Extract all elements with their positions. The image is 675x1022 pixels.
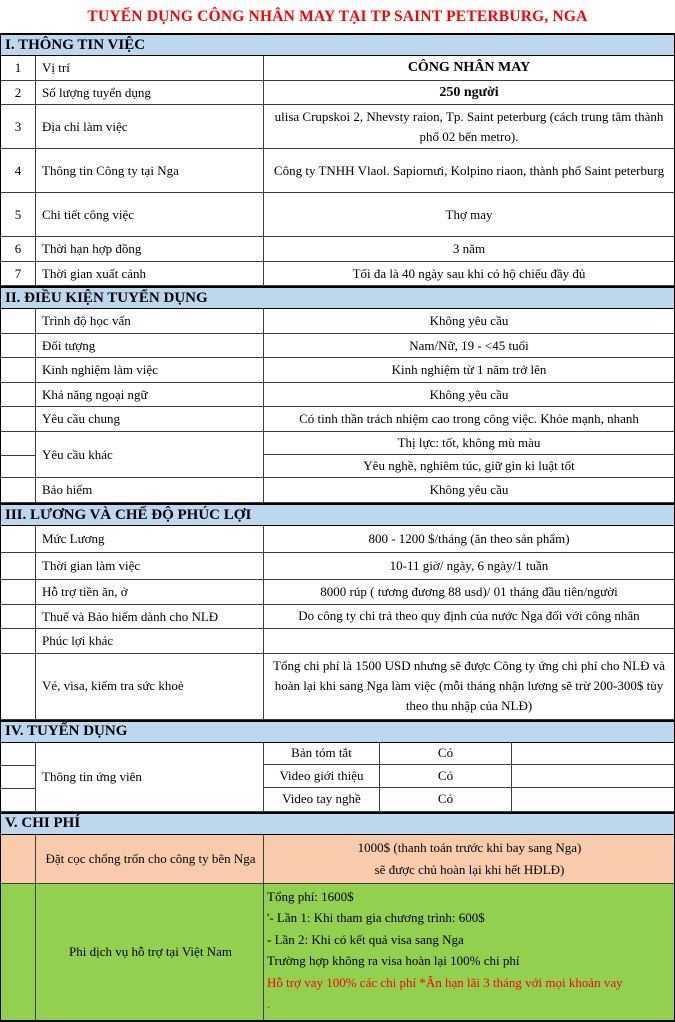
row-value [264,629,674,653]
row-value: Không yêu cầu [429,386,509,402]
row-number [1,884,36,1020]
row-label: Thông tin ứng viên [36,743,264,811]
row-number: 4 [1,149,36,192]
row-value: ulisa Crupskoi 2, Nhevsty raion, Tp. Saint peterburg (cách trung tâm thành phố 02 bến metro). [274,108,664,144]
section-header-iv: IV. TUYỂN DỤNG [1,720,674,743]
table-row [1,629,674,654]
value-line: . [267,996,271,1012]
table-row [1,56,674,81]
row-label: Chi tiết công việc [36,193,264,236]
section-header-ii: II. ĐIỀU KIỆN TUYỂN DỤNG [1,286,674,309]
row-value: Có tinh thần trách nhiệm cao trong công việc. Khỏe mạnh, nhanh [299,411,639,427]
row-label: Số lượng tuyển dụng [36,81,264,105]
table-row [1,835,674,884]
section-header-i: I. THÔNG TIN VIỆC [1,33,674,56]
row-value: Tối đa là 40 ngày sau khi có hộ chiếu đầy đủ [352,265,586,281]
row-number [1,432,36,477]
table-row [1,553,674,580]
row-label: Kinh nghiệm làm việc [36,358,264,382]
row-label: Mức Lương [36,526,264,552]
row-number [1,334,36,358]
row-value: 3 năm [452,241,486,257]
row-label: Khả năng ngoại ngữ [36,383,264,407]
value-line: sẽ được chủ hoàn lại khi hết HĐLĐ) [374,861,565,877]
row-value-stack [264,432,674,477]
row-number [1,309,36,333]
row-value: Tổng chi phí là 1500 USD nhưng sẽ được Công ty ứng chi phí cho NLĐ và hoàn lại khi sang Nga làm việc (mỗi tháng nhận lương sẽ trừ 200-300$ tùy theo thu nhập của NLĐ) [273,657,665,714]
subrow-empty-cell [512,788,674,811]
row-label: Đặt cọc chống trốn cho công ty bên Nga [36,835,264,883]
table-row [1,654,674,720]
table-row [1,743,674,812]
row-number [1,358,36,382]
row-label: Phúc lợi khác [36,629,264,653]
row-label: Thời gian làm việc [36,553,264,579]
row-number: 5 [1,193,36,236]
row-label: Trình độ học vấn [36,309,264,333]
row-value: 800 - 1200 $/tháng (ăn theo sản phẩm) [368,531,570,547]
table-row [1,262,674,287]
row-subvalue: Yêu nghề, nghiêm túc, giữ gìn ki luật tốt [264,454,674,477]
subrow-label: Video giới thiệu [264,765,380,788]
row-value: Do công ty chi trả theo quy định của nước Nga đối với công nhân [298,608,640,624]
row-label: Yêu cầu khác [36,432,264,477]
row-label: Hỗ trợ tiền ăn, ở [36,580,264,604]
subrow-empty-cell [512,743,674,766]
value-line: '- Lần 1: Khi tham gia chương trình: 600$ [267,910,485,926]
table-row [1,580,674,605]
row-number [1,383,36,407]
subrow-label: Bản tóm tắt [264,743,380,766]
value-line: Trường hợp không ra visa hoàn lại 100% chi phí [267,953,520,969]
row-number: 7 [1,262,36,286]
table-row [1,81,674,106]
table-row [1,309,674,334]
row-label: Thời hạn hợp đồng [36,237,264,261]
table-row [1,358,674,383]
row-number [1,654,36,719]
recruitment-table [0,33,675,1022]
row-value: CÔNG NHÂN MAY [407,60,531,75]
table-row [1,193,674,237]
value-line: Tổng phí: 1600$ [267,888,354,904]
row-number [1,629,36,653]
row-value-lines [264,835,674,883]
value-line: 1000$ (thanh toán trước khi bay sang Nga) [357,840,582,856]
row-label: Vé, visa, kiểm tra sức khoẻ [36,654,264,719]
row-label: Yêu cầu chung [36,407,264,431]
table-row [1,383,674,408]
row-value: Không yêu cầu [429,482,509,498]
row-label: Thông tin Công ty tại Nga [36,149,264,192]
table-row [1,407,674,432]
row-subvalue: Thị lực: tốt, không mù màu [397,434,541,450]
page-title: TUYỂN DỤNG CÔNG NHÂN MAY TẠI TP SAINT PETERBURG, NGA [87,7,588,25]
row-label: Đối tượng [36,334,264,358]
row-label: Phi dịch vụ hỗ trợ tại Việt Nam [36,884,264,1020]
row-value: 10-11 giờ/ ngày, 6 ngày/1 tuần [389,558,549,574]
table-row [1,884,674,1020]
row-number: 1 [1,56,36,80]
subrow-value: Có [380,788,512,811]
row-number: 3 [1,105,36,148]
row-label: Thuế và Bảo hiểm dành cho NLĐ [36,605,264,629]
row-number [1,407,36,431]
row-value: Nam/Nữ, 19 - <45 tuổi [409,337,529,353]
table-row [1,432,674,478]
row-number [1,835,36,883]
row-label: Vị trí [36,56,264,80]
subrow-empty-cell [512,765,674,788]
row-value: Không yêu cầu [429,313,509,329]
row-label: Bảo hiểm [36,478,264,502]
value-line: - Lần 2: Khi có kết quả visa sang Nga [267,931,464,947]
row-number [1,605,36,629]
row-value: 250 người [439,84,499,100]
row-label: Thời gian xuất cảnh [36,262,264,286]
row-number: 2 [1,81,36,105]
row-number [1,553,36,579]
section-header-iii: III. LƯƠNG VÀ CHẾ ĐỘ PHÚC LỢI [1,503,674,526]
row-number [1,526,36,552]
row-number [1,743,36,811]
table-row [1,149,674,193]
row-value: Công ty TNHH Vlaol. Sapiornưi, Kolpino riaon, thành phố Saint peterburg [273,162,665,178]
value-line: Hỗ trợ vay 100% các chi phí *Ân hạn lãi 3 tháng với mọi khoản vay [267,974,623,990]
subrow-value: Có [380,765,512,788]
row-number: 6 [1,237,36,261]
subrow-value: Có [380,743,512,766]
row-value-lines [264,884,674,1020]
row-number [1,478,36,502]
row-subtable [264,743,674,811]
table-row [1,334,674,359]
row-label: Địa chỉ làm việc [36,105,264,148]
table-row [1,605,674,630]
table-row [1,478,674,503]
row-value: Thợ may [445,206,493,222]
table-row [1,105,674,149]
table-row [1,237,674,262]
table-row [1,526,674,553]
row-value: 8000 rúp ( tương đương 88 usd)/ 01 tháng đầu tiên/người [320,583,618,599]
row-value: Kinh nghiệm từ 1 năm trở lên [391,362,547,378]
subrow-label: Video tay nghề [264,788,380,811]
row-number [1,580,36,604]
section-header-v: V. CHI PHÍ [1,812,674,835]
